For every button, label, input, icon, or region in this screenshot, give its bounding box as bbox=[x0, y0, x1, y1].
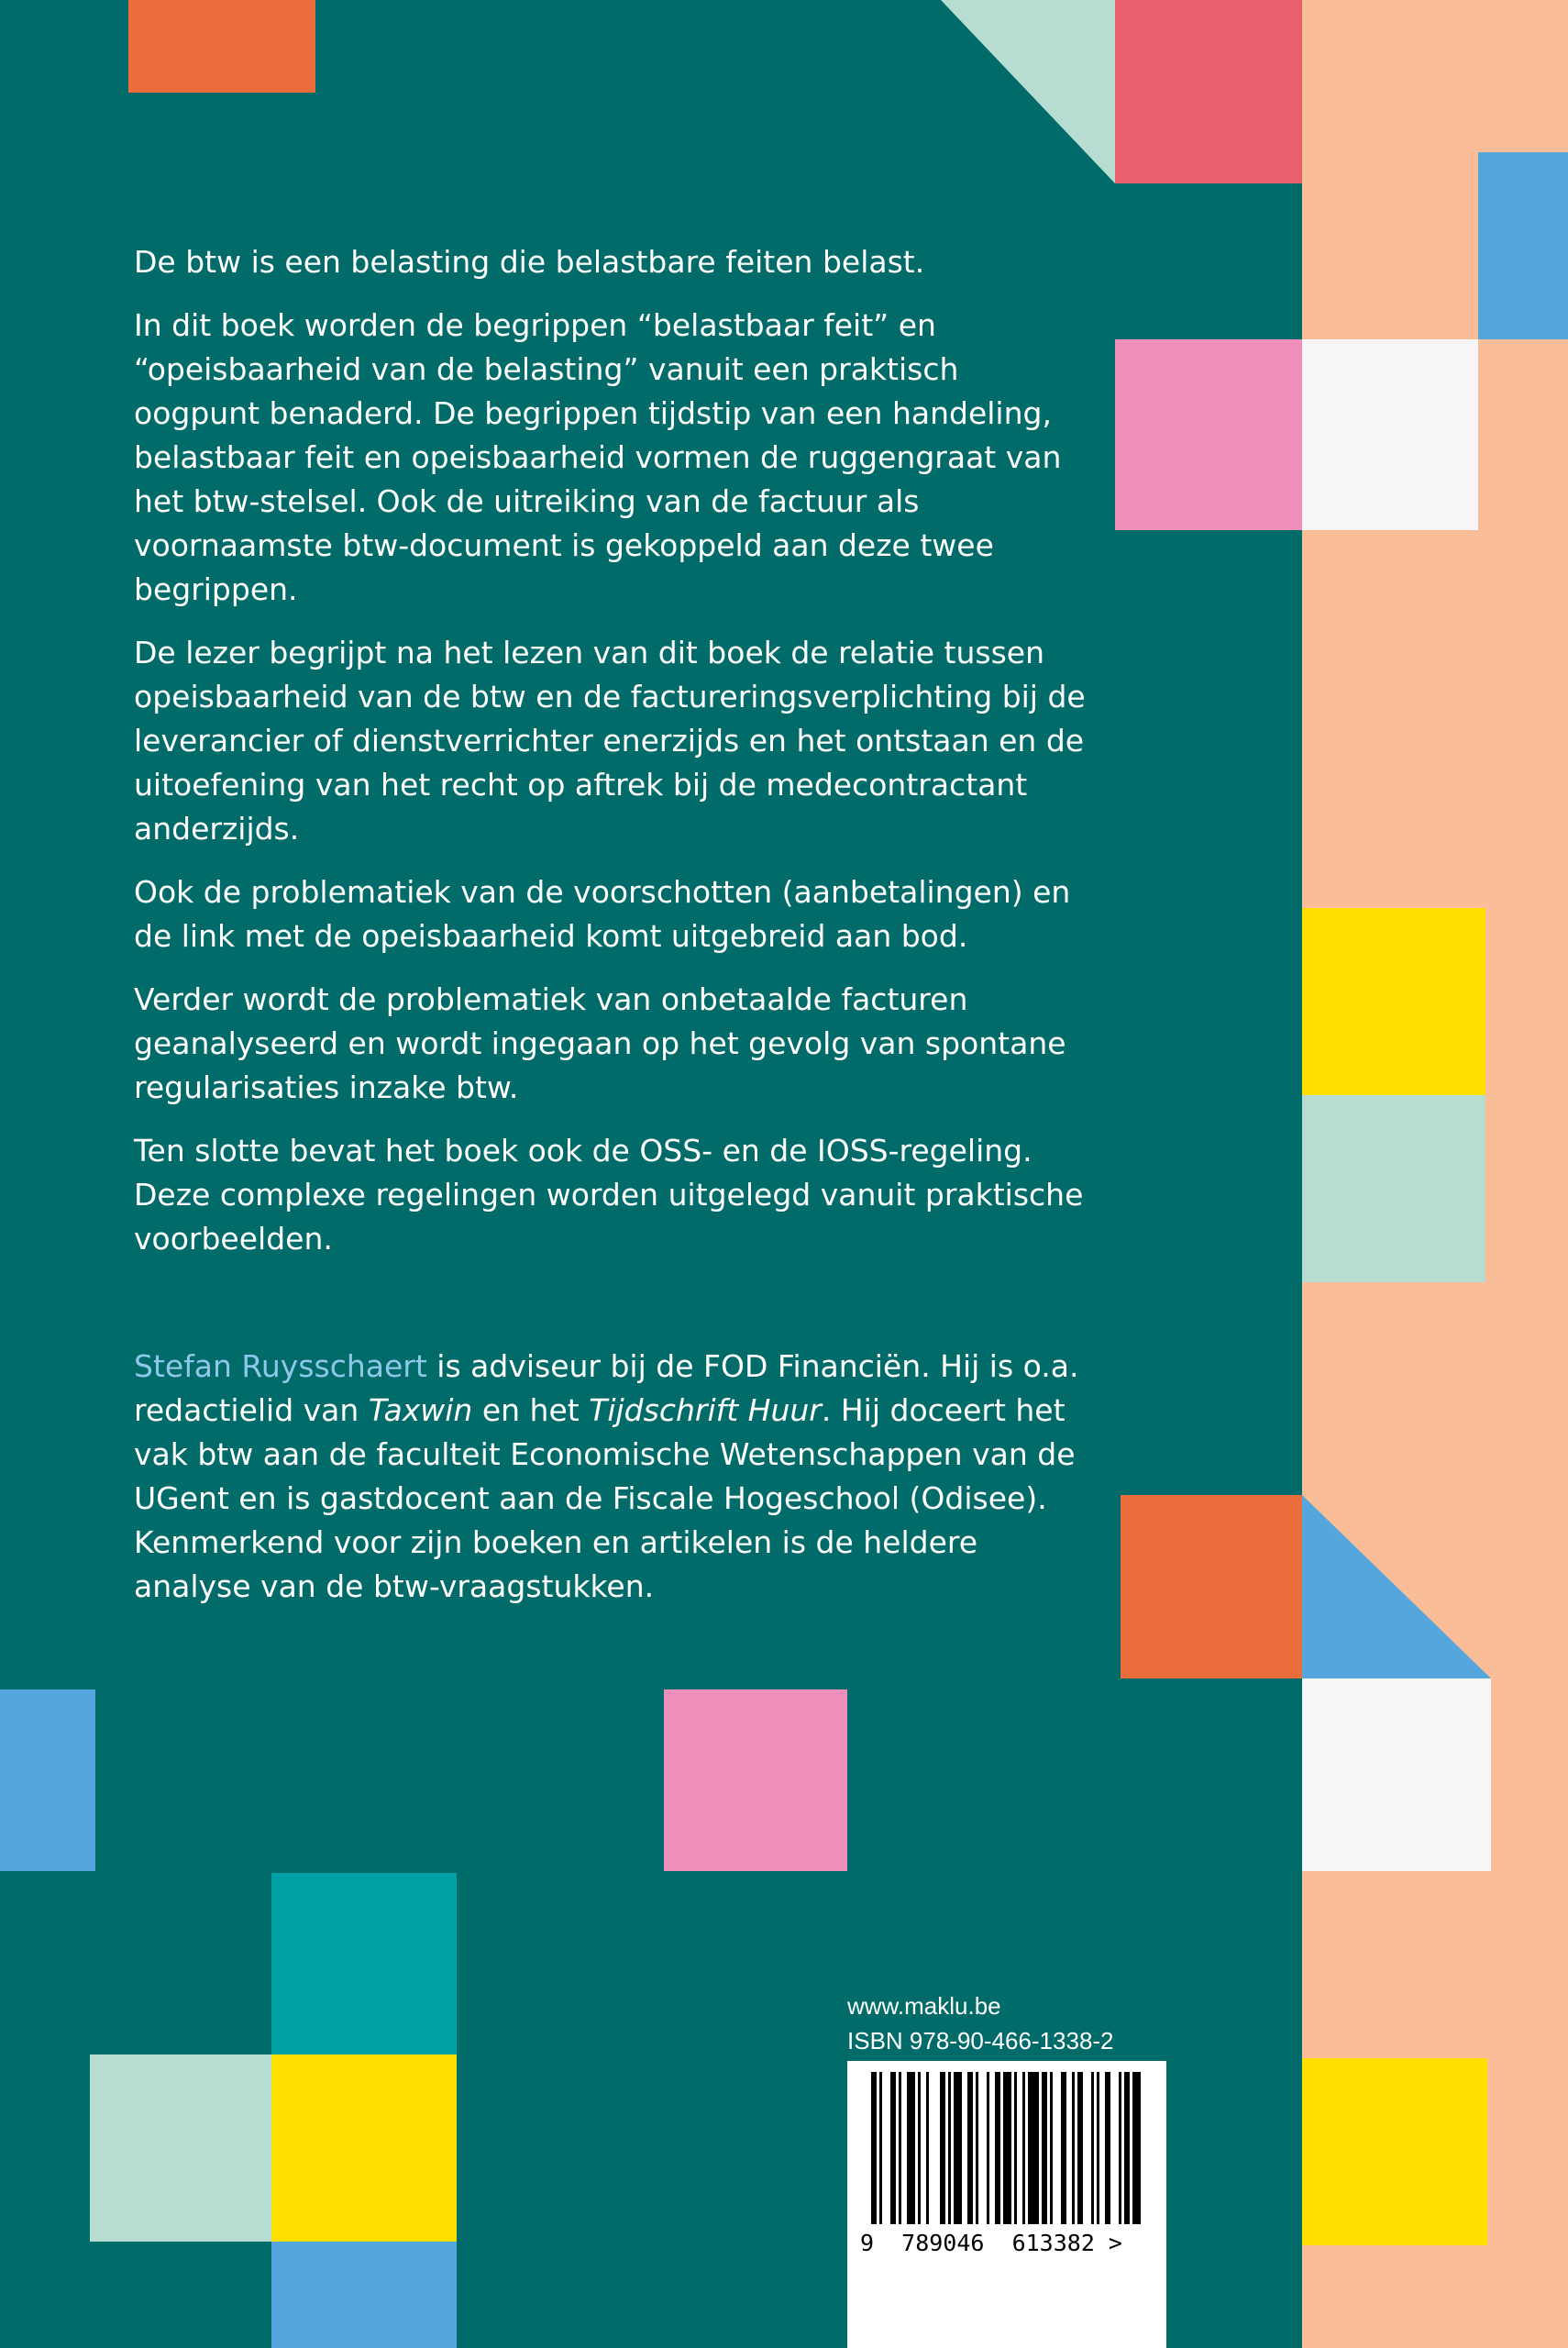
orange-square-right bbox=[1121, 1495, 1302, 1678]
blurb-paragraph-3: De lezer begrijpt na het lezen van dit boek de relatie tussen opeisbaarheid van de btw en de factureringsverplichting bij de leverancier of dienstverrichter enerzijds en het ontstaan en de uitoefening van het recht op aftrek bij de medecontractant anderzijds. bbox=[134, 635, 1086, 847]
tijdschrift-title: Tijdschrift Huur bbox=[589, 1392, 822, 1428]
barcode bbox=[847, 2061, 1166, 2348]
blurb bbox=[134, 240, 1088, 1280]
blue-square-right-top bbox=[1478, 152, 1568, 339]
author-text-3: . Hij doceert het vak btw aan de faculteit Economische Wetenschappen van de UGent en is gastdocent aan de Fiscale Hogeschool (Odisee). Kenmerkend voor zijn boeken en artikelen is de heldere analyse van de btw-vraagstukken. bbox=[134, 1392, 1076, 1604]
yellow-square-bottom-right bbox=[1302, 2058, 1487, 2245]
mint-square-right bbox=[1302, 1095, 1485, 1282]
pink-square-top-right bbox=[1115, 339, 1302, 530]
author-name: Stefan Ruysschaert bbox=[134, 1348, 427, 1384]
blue-square-bottom bbox=[271, 2242, 457, 2348]
blurb-paragraph-2: In dit boek worden de begrippen “belastbaar feit” en “opeisbaarheid van de belasting” vanuit een praktisch oogpunt benaderd. De begrippen tijdstip van een handeling, belastbaar feit en opeisbaarheid vormen de ruggengraat van het btw-stelsel. Ook de uitreiking van de factuur als voornaamste btw-document is gekoppeld aan deze twee begrippen. bbox=[134, 307, 1062, 607]
taxwin-title: Taxwin bbox=[368, 1392, 473, 1428]
blue-rect-left bbox=[0, 1689, 95, 1871]
mint-square-bottom bbox=[90, 2054, 271, 2242]
publisher-info bbox=[847, 1988, 1114, 2058]
blurb-paragraph-1: De btw is een belasting die belastbare feiten belast. bbox=[134, 244, 925, 280]
author-text-2: en het bbox=[472, 1392, 590, 1428]
yellow-square-right bbox=[1302, 908, 1485, 1095]
author-text-1: is adviseur bij de FOD Financiën. Hij is o.a. redactielid van bbox=[134, 1348, 1079, 1428]
mint-triangle-top bbox=[941, 0, 1115, 183]
publisher-website: www.maklu.be bbox=[847, 1992, 1001, 2020]
blue-triangle-right bbox=[1302, 1495, 1491, 1678]
author-bio bbox=[134, 1345, 1088, 1609]
orange-square-top-left bbox=[128, 0, 315, 93]
white-square-right bbox=[1302, 1678, 1491, 1871]
barcode-digits: 9 789046 613382 > bbox=[860, 2230, 1122, 2256]
isbn: ISBN 978-90-466-1338-2 bbox=[847, 2027, 1114, 2054]
teal-square-bottom bbox=[271, 1873, 457, 2054]
red-square-top bbox=[1115, 0, 1302, 183]
white-square-top-right bbox=[1302, 339, 1478, 530]
author-paragraph bbox=[134, 1345, 1088, 1609]
pink-square-bottom bbox=[664, 1689, 847, 1871]
blurb-paragraph-5: Verder wordt de problematiek van onbetaalde facturen geanalyseerd en wordt ingegaan op het gevolg van spontane regularisaties inzake btw. bbox=[134, 981, 1066, 1105]
blurb-paragraph-4: Ook de problematiek van de voorschotten (aanbetalingen) en de link met de opeisbaarheid komt uitgebreid aan bod. bbox=[134, 874, 1071, 954]
barcode-bars bbox=[847, 2061, 1166, 2348]
blurb-paragraph-6: Ten slotte bevat het boek ook de OSS- en de IOSS-regeling. Deze complexe regelingen worden uitgelegd vanuit praktische voorbeelden. bbox=[134, 1133, 1084, 1257]
yellow-square-bottom bbox=[271, 2054, 457, 2242]
